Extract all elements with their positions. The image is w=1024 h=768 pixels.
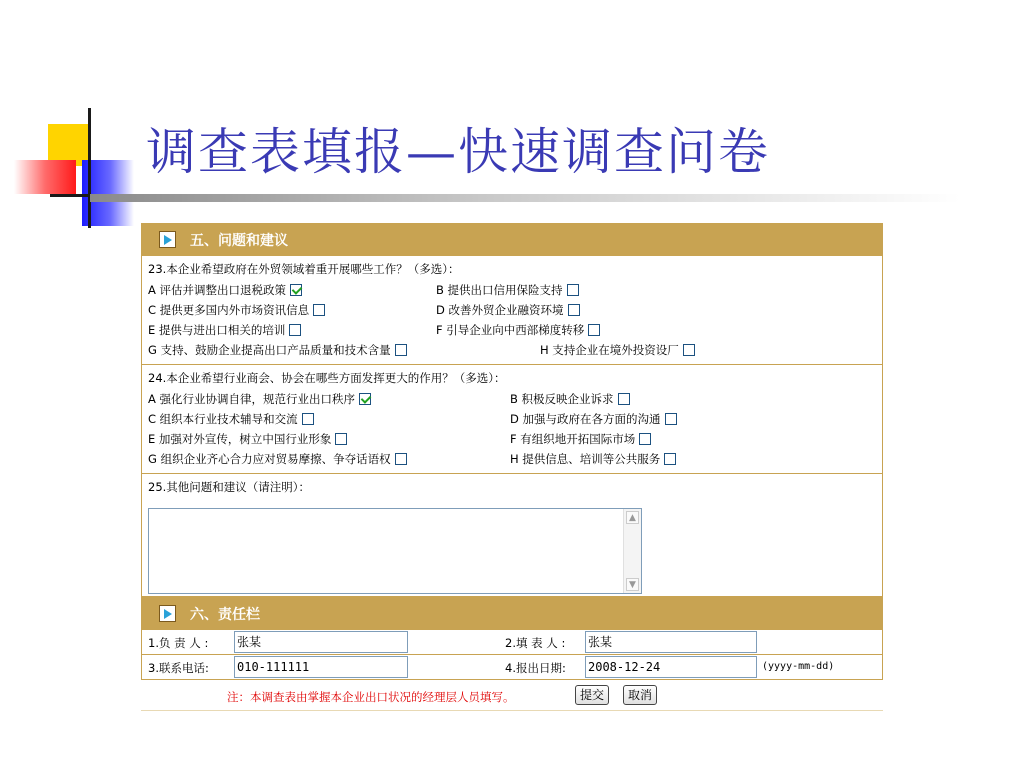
q24-option-g[interactable]: G 组织企业齐心合力应对贸易摩擦、争夺话语权 — [148, 449, 407, 469]
q23-question: 23.本企业希望政府在外贸领域着重开展哪些工作？（多选）： — [148, 262, 460, 276]
section6-header — [141, 597, 883, 630]
q24-row-2 — [148, 409, 876, 429]
q25-block — [141, 474, 883, 597]
phone-label: 3.联系电话: — [148, 661, 209, 675]
q24-option-a[interactable]: A 强化行业协调自律，规范行业出口秩序 — [148, 389, 371, 409]
scroll-up-icon[interactable]: ▲ — [626, 511, 639, 524]
date-input[interactable]: 2008-12-24 — [585, 656, 757, 678]
q23-option-b[interactable]: B 提供出口信用保险支持 — [436, 280, 579, 300]
q24-row-3 — [148, 429, 876, 449]
q24-row-4 — [148, 449, 876, 469]
section5-title: 五、问题和建议 — [190, 232, 288, 249]
q23-block — [141, 256, 883, 365]
q24-option-h[interactable]: H 提供信息、培训等公共服务 — [510, 449, 676, 469]
decorative-red-bar — [14, 160, 76, 194]
date-label: 4.报出日期: — [505, 661, 566, 675]
responsible-input[interactable]: 张某 — [234, 631, 408, 653]
checkbox[interactable] — [618, 393, 630, 405]
q23-option-e[interactable]: E 提供与进出口相关的培训 — [148, 320, 301, 340]
q23-option-g[interactable]: G 支持、鼓励企业提高出口产品质量和技术含量 — [148, 340, 407, 360]
survey-form — [141, 223, 883, 751]
footer-row — [141, 680, 883, 711]
checkbox[interactable] — [683, 344, 695, 356]
section5-header — [141, 223, 883, 256]
arrow-right-icon — [159, 231, 176, 248]
q23-row-1 — [148, 280, 876, 300]
q24-option-b[interactable]: B 积极反映企业诉求 — [510, 389, 630, 409]
q24-option-f[interactable]: F 有组织地开拓国际市场 — [510, 429, 651, 449]
checkbox[interactable] — [665, 413, 677, 425]
checkbox[interactable] — [567, 284, 579, 296]
footer-note: 注：本调查表由掌握本企业出口状况的经理层人员填写。 — [227, 690, 515, 704]
checkbox[interactable] — [335, 433, 347, 445]
q23-option-h[interactable]: H 支持企业在境外投资设厂 — [540, 340, 695, 360]
decorative-vertical-line — [88, 108, 91, 228]
checkbox[interactable] — [588, 324, 600, 336]
phone-input[interactable]: 010-111111 — [234, 656, 408, 678]
q24-option-d[interactable]: D 加强与政府在各方面的沟通 — [510, 409, 677, 429]
responsibility-row-2 — [141, 655, 883, 680]
arrow-right-icon — [159, 605, 176, 622]
responsible-label: 1.负 责 人 : — [148, 636, 209, 650]
q23-row-4 — [148, 340, 876, 360]
checkbox[interactable] — [395, 453, 407, 465]
checkbox[interactable] — [664, 453, 676, 465]
checkbox[interactable] — [302, 413, 314, 425]
checkbox[interactable] — [395, 344, 407, 356]
q23-row-3 — [148, 320, 876, 340]
q23-option-a[interactable]: A 评估并调整出口退税政策 — [148, 280, 302, 300]
suggestions-textarea[interactable] — [148, 508, 642, 594]
checkbox-checked[interactable] — [290, 284, 302, 296]
q25-question: 25.其他问题和建议（请注明）： — [148, 480, 311, 494]
textarea-scrollbar[interactable] — [623, 509, 641, 593]
q23-row-2 — [148, 300, 876, 320]
checkbox[interactable] — [313, 304, 325, 316]
responsibility-row-1 — [141, 630, 883, 655]
q24-question: 24.本企业希望行业商会、协会在哪些方面发挥更大的作用？（多选）： — [148, 371, 506, 385]
checkbox[interactable] — [568, 304, 580, 316]
date-format-hint: (yyyy-mm-dd) — [762, 661, 835, 672]
q24-row-1 — [148, 389, 876, 409]
q23-option-f[interactable]: F 引导企业向中西部梯度转移 — [436, 320, 600, 340]
scroll-down-icon[interactable]: ▼ — [626, 578, 639, 591]
q23-option-d[interactable]: D 改善外贸企业融资环境 — [436, 300, 580, 320]
checkbox[interactable] — [289, 324, 301, 336]
q23-option-c[interactable]: C 提供更多国内外市场资讯信息 — [148, 300, 325, 320]
filler-label: 2.填 表 人 : — [505, 636, 566, 650]
section6-title: 六、责任栏 — [190, 606, 260, 623]
slide-title: 调查表填报—快速调查问卷 — [146, 123, 770, 181]
q24-option-c[interactable]: C 组织本行业技术辅导和交流 — [148, 409, 314, 429]
checkbox-checked[interactable] — [359, 393, 371, 405]
filler-input[interactable]: 张某 — [585, 631, 757, 653]
cancel-button[interactable]: 取消 — [623, 685, 657, 705]
q24-option-e[interactable]: E 加强对外宣传，树立中国行业形象 — [148, 429, 347, 449]
checkbox[interactable] — [639, 433, 651, 445]
title-underline — [90, 194, 960, 202]
submit-button[interactable]: 提交 — [575, 685, 609, 705]
q24-block — [141, 365, 883, 474]
